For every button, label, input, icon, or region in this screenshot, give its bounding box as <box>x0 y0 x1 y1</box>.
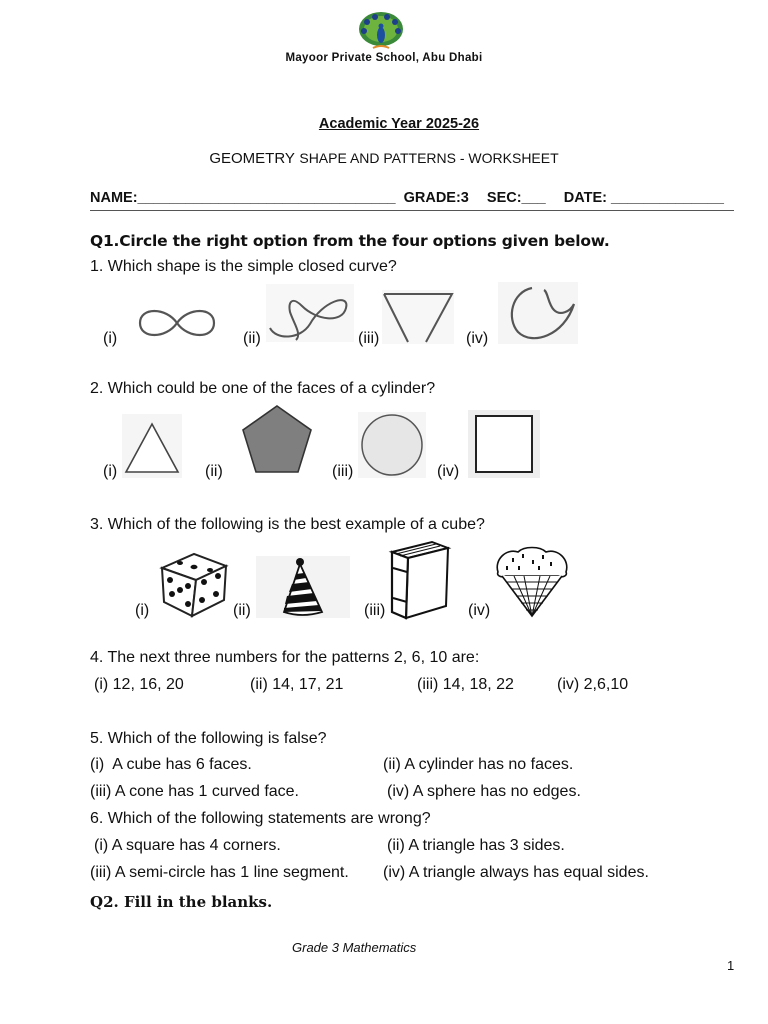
q6-option-ii[interactable]: (ii) A triangle has 3 sides. <box>387 837 565 854</box>
v-shape-icon[interactable] <box>382 290 454 344</box>
q4-option-ii[interactable]: (ii) 14, 17, 21 <box>250 676 344 693</box>
q1-option-iii[interactable]: (iii) <box>358 330 380 347</box>
peacock-logo-icon <box>359 12 403 48</box>
title-part1: GEOMETRY <box>209 150 295 167</box>
party-hat-icon[interactable] <box>256 556 350 618</box>
q5-option-iv[interactable]: (iv) A sphere has no edges. <box>387 783 581 800</box>
q6-option-iii[interactable]: (iii) A semi-circle has 1 line segment. <box>90 864 349 881</box>
q1-option-i[interactable]: (i) <box>103 330 118 347</box>
sec-field[interactable]: SEC:___ <box>486 190 546 206</box>
question-4: 4. The next three numbers for the patterns 2, 6, 10 are: <box>90 649 480 666</box>
question-3: 3. Which of the following is the best example of a cube? <box>90 516 485 533</box>
pentagon-icon[interactable] <box>240 404 314 476</box>
q4-option-i[interactable]: (i) 12, 16, 20 <box>94 676 184 693</box>
q5-option-ii[interactable]: (ii) A cylinder has no faces. <box>383 756 574 773</box>
question-1: 1. Which shape is the simple closed curve? <box>90 258 397 275</box>
question-5: 5. Which of the following is false? <box>90 730 327 747</box>
dice-icon[interactable] <box>158 550 230 618</box>
grade-field: GRADE:3 <box>403 190 469 206</box>
date-field[interactable]: DATE: ______________ <box>563 190 724 206</box>
ice-cream-cone-icon[interactable] <box>492 546 572 618</box>
q5-option-i[interactable]: (i) A cube has 6 faces. <box>90 756 252 773</box>
school-logo <box>355 10 407 52</box>
info-line <box>90 190 724 206</box>
triangle-icon[interactable] <box>122 414 182 478</box>
q6-option-i[interactable]: (i) A square has 4 corners. <box>94 837 281 854</box>
footer-text: Grade 3 Mathematics <box>292 940 417 955</box>
q2-option-ii[interactable]: (ii) <box>205 463 223 480</box>
academic-year: Academic Year 2025-26 <box>318 116 480 132</box>
q2-option-iii[interactable]: (iii) <box>332 463 354 480</box>
q1-option-ii[interactable]: (ii) <box>243 330 261 347</box>
q1-option-iv[interactable]: (iv) <box>466 330 489 347</box>
q4-option-iv[interactable]: (iv) 2,6,10 <box>557 676 629 693</box>
q2-option-iv[interactable]: (iv) <box>437 463 460 480</box>
header-rule <box>90 210 734 211</box>
title-part2: SHAPE AND PATTERNS - WORKSHEET <box>299 150 559 166</box>
q3-option-i[interactable]: (i) <box>135 602 150 619</box>
q3-option-iv[interactable]: (iv) <box>468 602 491 619</box>
infinity-curve-icon[interactable] <box>136 305 218 341</box>
circle-icon[interactable] <box>358 412 426 478</box>
q1-heading: Q1.Circle the right option from the four options given below. <box>90 232 610 250</box>
worksheet-title <box>0 150 768 168</box>
q4-option-iii[interactable]: (iii) 14, 18, 22 <box>417 676 514 693</box>
square-icon[interactable] <box>468 410 540 478</box>
q2-option-i[interactable]: (i) <box>103 463 118 480</box>
page-number: 1 <box>727 958 735 973</box>
q3-option-ii[interactable]: (ii) <box>233 602 251 619</box>
question-2: 2. Which could be one of the faces of a cylinder? <box>90 380 436 397</box>
question-6: 6. Which of the following statements are wrong? <box>90 810 431 827</box>
open-circle-curve-icon[interactable] <box>498 282 578 344</box>
school-name: Mayoor Private School, Abu Dhabi <box>285 52 483 64</box>
q2-heading: Q2. Fill in the blanks. <box>90 893 273 911</box>
q3-option-iii[interactable]: (iii) <box>364 602 386 619</box>
name-field[interactable]: NAME:________________________________ <box>90 190 396 206</box>
open-loop-curve-icon[interactable] <box>266 284 354 342</box>
q6-option-iv[interactable]: (iv) A triangle always has equal sides. <box>383 864 649 881</box>
q5-option-iii[interactable]: (iii) A cone has 1 curved face. <box>90 783 299 800</box>
book-icon[interactable] <box>388 540 450 620</box>
